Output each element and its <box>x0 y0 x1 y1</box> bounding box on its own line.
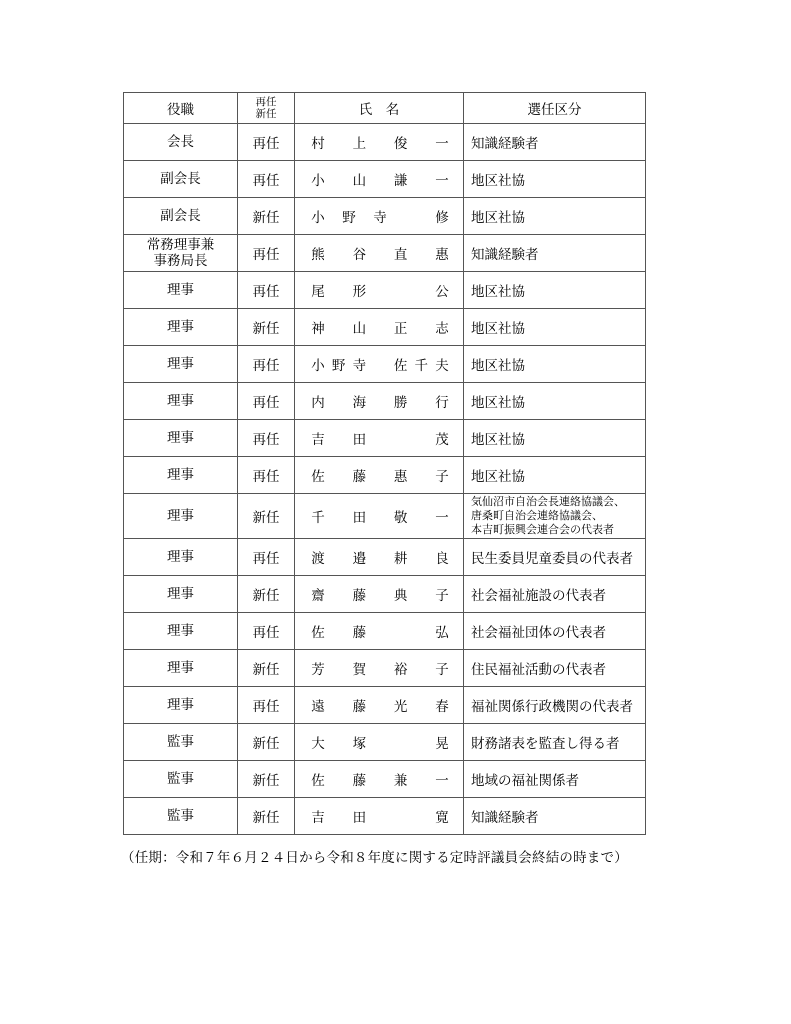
status-cell: 新任 <box>238 724 295 761</box>
role-line: 理事 <box>167 393 194 409</box>
status-cell: 新任 <box>238 494 295 539</box>
name-char: 吉 <box>311 810 325 826</box>
header-role: 役職 <box>124 93 238 124</box>
category-line: 住民福祉活動の代表者 <box>471 662 606 678</box>
category-cell <box>464 650 646 687</box>
name-char: 藤 <box>352 773 367 789</box>
name-char: 一 <box>435 173 449 189</box>
name-char: 勝 <box>393 395 408 411</box>
name-char: 千 <box>311 510 325 526</box>
name-char: 惠 <box>393 469 408 485</box>
category-line: 地区社協 <box>471 321 525 337</box>
header-status-top: 再任 <box>255 96 277 108</box>
name-char: 山 <box>352 173 367 189</box>
name-cell <box>295 724 464 761</box>
name-text <box>311 658 449 678</box>
name-cell <box>295 272 464 309</box>
category-line: 気仙沼市自治会長連絡協議会、 <box>471 495 625 508</box>
category-cell <box>464 198 646 235</box>
role-cell <box>124 724 238 761</box>
name-char: 尾 <box>311 284 325 300</box>
table-row <box>124 798 646 835</box>
role-cell <box>124 539 238 576</box>
header-category: 選任区分 <box>464 93 646 124</box>
role-line: 理事 <box>167 660 194 676</box>
name-cell <box>295 457 464 494</box>
name-char: 茂 <box>435 432 449 448</box>
name-char: 一 <box>435 136 449 152</box>
status-cell: 再任 <box>238 687 295 724</box>
name-cell <box>295 346 464 383</box>
name-cell <box>295 124 464 161</box>
role-line: 理事 <box>167 282 194 298</box>
name-char: 耕 <box>393 551 408 567</box>
table-row <box>124 613 646 650</box>
role-cell <box>124 124 238 161</box>
name-char: 弘 <box>435 625 449 641</box>
name-text <box>311 769 449 789</box>
role-cell <box>124 420 238 457</box>
name-char: 熊 <box>311 247 325 263</box>
name-char: 直 <box>393 247 408 263</box>
table-header-row <box>124 93 646 124</box>
status-cell: 新任 <box>238 761 295 798</box>
name-char: 内 <box>311 395 325 411</box>
status-cell: 再任 <box>238 457 295 494</box>
table-row <box>124 383 646 420</box>
name-char: 小 <box>311 210 325 226</box>
name-char: 邉 <box>352 551 367 567</box>
role-line: 理事 <box>167 623 194 639</box>
table-row <box>124 346 646 383</box>
table-row <box>124 724 646 761</box>
category-line: 地区社協 <box>471 173 525 189</box>
name-text <box>311 317 449 337</box>
category-cell <box>464 235 646 272</box>
name-text <box>311 132 449 152</box>
name-text <box>311 169 449 189</box>
role-line: 監事 <box>167 771 194 787</box>
table-row <box>124 457 646 494</box>
name-text <box>311 354 449 374</box>
category-line: 地区社協 <box>471 210 525 226</box>
category-cell <box>464 124 646 161</box>
name-text <box>311 621 449 641</box>
category-line: 知識経験者 <box>471 247 539 263</box>
category-cell <box>464 798 646 835</box>
status-cell: 新任 <box>238 198 295 235</box>
table-row <box>124 539 646 576</box>
name-cell <box>295 494 464 539</box>
name-text <box>311 732 449 752</box>
category-line: 唐桑町自治会連絡協議会、 <box>471 509 603 522</box>
name-char: 寺 <box>373 210 387 226</box>
category-line: 地区社協 <box>471 432 525 448</box>
role-line: 理事 <box>167 697 194 713</box>
role-cell <box>124 198 238 235</box>
category-line: 地区社協 <box>471 395 525 411</box>
name-char: 千 <box>414 358 429 374</box>
category-line: 知識経験者 <box>471 136 539 152</box>
role-cell <box>124 272 238 309</box>
name-cell <box>295 235 464 272</box>
category-cell <box>464 539 646 576</box>
name-char: 山 <box>352 321 367 337</box>
name-char: 田 <box>352 810 367 826</box>
name-char: 正 <box>393 321 408 337</box>
name-char: 渡 <box>311 551 325 567</box>
table-row <box>124 650 646 687</box>
role-line: 理事 <box>167 430 194 446</box>
role-cell <box>124 576 238 613</box>
name-char: 行 <box>435 395 449 411</box>
name-text <box>311 506 449 526</box>
role-cell <box>124 457 238 494</box>
name-char: 田 <box>352 510 367 526</box>
table-row <box>124 309 646 346</box>
category-line: 地区社協 <box>471 358 525 374</box>
status-cell: 再任 <box>238 161 295 198</box>
role-line: 監事 <box>167 808 194 824</box>
role-cell <box>124 761 238 798</box>
table-row <box>124 235 646 272</box>
category-cell <box>464 272 646 309</box>
role-cell <box>124 798 238 835</box>
name-text <box>311 806 449 826</box>
category-cell <box>464 457 646 494</box>
name-text <box>311 465 449 485</box>
name-char: 谷 <box>352 247 367 263</box>
category-cell <box>464 724 646 761</box>
category-cell <box>464 576 646 613</box>
role-line: 理事 <box>167 319 194 335</box>
role-cell <box>124 650 238 687</box>
name-cell <box>295 383 464 420</box>
category-line: 社会福祉団体の代表者 <box>471 625 606 641</box>
name-char: 寛 <box>435 810 449 826</box>
category-line: 知識経験者 <box>471 810 539 826</box>
category-cell <box>464 761 646 798</box>
name-char: 神 <box>311 321 325 337</box>
header-status-bottom: 新任 <box>255 108 277 120</box>
officer-roster-table <box>123 92 646 835</box>
name-text <box>311 547 449 567</box>
header-name: 氏 名 <box>295 93 464 124</box>
name-char: 典 <box>393 588 408 604</box>
name-char: 野 <box>342 210 356 226</box>
name-text <box>311 280 449 300</box>
role-line: 事務局長 <box>153 253 208 269</box>
name-cell <box>295 539 464 576</box>
name-char: 俊 <box>393 136 408 152</box>
table-row <box>124 420 646 457</box>
name-cell <box>295 309 464 346</box>
name-cell <box>295 761 464 798</box>
name-char: 芳 <box>311 662 325 678</box>
name-char: 寺 <box>352 358 367 374</box>
name-char: 兼 <box>393 773 408 789</box>
category-line: 財務諸表を監査し得る者 <box>471 736 620 752</box>
category-cell <box>464 161 646 198</box>
table-row <box>124 494 646 539</box>
name-char: 塚 <box>352 736 367 752</box>
status-cell: 再任 <box>238 346 295 383</box>
status-cell: 再任 <box>238 235 295 272</box>
name-char: 裕 <box>393 662 408 678</box>
name-char: 藤 <box>352 588 367 604</box>
role-line: 理事 <box>167 549 194 565</box>
table-body <box>124 124 646 835</box>
category-cell <box>464 687 646 724</box>
name-char: 藤 <box>352 469 367 485</box>
name-text <box>311 243 449 263</box>
category-line: 本吉町振興会連合会の代表者 <box>471 523 614 536</box>
status-cell: 新任 <box>238 798 295 835</box>
role-line: 理事 <box>167 508 194 524</box>
category-cell <box>464 494 646 539</box>
name-char: 小 <box>311 358 325 374</box>
name-text <box>311 206 449 226</box>
table-row <box>124 272 646 309</box>
status-cell: 新任 <box>238 309 295 346</box>
name-char: 公 <box>435 284 449 300</box>
status-cell: 再任 <box>238 420 295 457</box>
name-char: 吉 <box>311 432 325 448</box>
name-char: 夫 <box>435 358 449 374</box>
name-char: 謙 <box>393 173 408 189</box>
role-line: 常務理事兼 <box>146 237 215 253</box>
table-row <box>124 124 646 161</box>
name-char: 形 <box>352 284 367 300</box>
category-line: 社会福祉施設の代表者 <box>471 588 606 604</box>
name-char: 光 <box>393 699 408 715</box>
name-char: 小 <box>311 173 325 189</box>
name-char: 子 <box>435 469 449 485</box>
name-char: 一 <box>435 773 449 789</box>
table-row <box>124 761 646 798</box>
category-line: 地区社協 <box>471 469 525 485</box>
name-char: 惠 <box>435 247 449 263</box>
name-char: 佐 <box>393 358 408 374</box>
name-text <box>311 584 449 604</box>
role-cell <box>124 613 238 650</box>
name-char: 晃 <box>435 736 449 752</box>
category-cell <box>464 613 646 650</box>
category-line: 福祉関係行政機関の代表者 <box>471 699 633 715</box>
name-text <box>311 391 449 411</box>
name-char: 上 <box>352 136 367 152</box>
name-cell <box>295 613 464 650</box>
role-cell <box>124 235 238 272</box>
category-line: 地域の福祉関係者 <box>471 773 579 789</box>
category-cell <box>464 420 646 457</box>
role-line: 副会長 <box>160 171 201 187</box>
category-cell <box>464 383 646 420</box>
name-char: 良 <box>435 551 449 567</box>
role-line: 理事 <box>167 586 194 602</box>
name-cell <box>295 650 464 687</box>
name-char: 村 <box>311 136 325 152</box>
name-cell <box>295 198 464 235</box>
role-line: 理事 <box>167 356 194 372</box>
category-cell <box>464 346 646 383</box>
name-char: 修 <box>435 210 449 226</box>
role-cell <box>124 346 238 383</box>
name-char: 子 <box>435 588 449 604</box>
name-char: 野 <box>331 358 346 374</box>
role-line: 監事 <box>167 734 194 750</box>
name-char: 齋 <box>311 588 325 604</box>
role-line: 理事 <box>167 467 194 483</box>
role-line: 副会長 <box>160 208 201 224</box>
name-char: 藤 <box>352 625 367 641</box>
name-char: 一 <box>435 510 449 526</box>
name-text <box>311 695 449 715</box>
name-char: 田 <box>352 432 367 448</box>
name-cell <box>295 161 464 198</box>
status-cell: 再任 <box>238 539 295 576</box>
status-cell: 新任 <box>238 650 295 687</box>
table-row <box>124 161 646 198</box>
status-cell: 再任 <box>238 383 295 420</box>
name-text <box>311 428 449 448</box>
table-row <box>124 687 646 724</box>
table-row <box>124 198 646 235</box>
name-char: 佐 <box>311 469 325 485</box>
role-cell <box>124 687 238 724</box>
category-line: 地区社協 <box>471 284 525 300</box>
role-cell <box>124 309 238 346</box>
name-char: 春 <box>435 699 449 715</box>
name-char: 佐 <box>311 625 325 641</box>
category-line: 民生委員児童委員の代表者 <box>471 551 633 567</box>
category-cell <box>464 309 646 346</box>
name-char: 海 <box>352 395 367 411</box>
role-cell <box>124 161 238 198</box>
status-cell: 再任 <box>238 272 295 309</box>
name-char: 遠 <box>311 699 325 715</box>
status-cell: 再任 <box>238 613 295 650</box>
name-char: 賀 <box>352 662 367 678</box>
header-status <box>238 93 295 124</box>
name-char: 敬 <box>393 510 408 526</box>
name-cell <box>295 420 464 457</box>
name-char: 大 <box>311 736 325 752</box>
name-char: 子 <box>435 662 449 678</box>
role-cell <box>124 383 238 420</box>
status-cell: 新任 <box>238 576 295 613</box>
table-row <box>124 576 646 613</box>
status-cell: 再任 <box>238 124 295 161</box>
role-cell <box>124 494 238 539</box>
name-cell <box>295 576 464 613</box>
role-line: 会長 <box>167 134 194 150</box>
name-char: 佐 <box>311 773 325 789</box>
name-char: 志 <box>435 321 449 337</box>
name-cell <box>295 798 464 835</box>
name-char: 藤 <box>352 699 367 715</box>
term-note: （任期：令和７年６月２４日から令和８年度に関する定時評議員会終結の時まで） <box>121 850 628 866</box>
name-cell <box>295 687 464 724</box>
